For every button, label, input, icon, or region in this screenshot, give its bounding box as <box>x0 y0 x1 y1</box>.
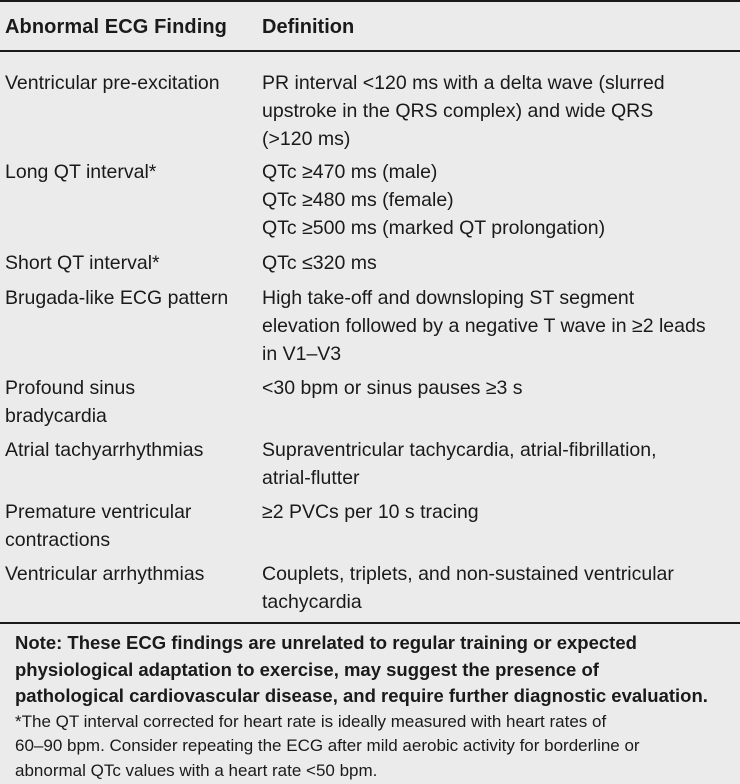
finding-text: contractions <box>5 529 111 551</box>
definition-cell <box>262 158 732 242</box>
finding-cell <box>5 498 250 554</box>
finding-text: Brugada-like ECG pattern <box>5 287 229 309</box>
finding-cell <box>5 284 250 312</box>
definition-text: (>120 ms) <box>262 128 351 150</box>
finding-cell <box>5 436 250 464</box>
header-finding: Abnormal ECG Finding <box>5 16 227 38</box>
footnote-line: *The QT interval corrected for heart rate is ideally measured with heart rates of <box>15 711 607 731</box>
definition-cell <box>262 498 732 526</box>
definition-cell <box>262 284 732 368</box>
finding-cell <box>5 249 250 277</box>
definition-cell <box>262 436 732 492</box>
definition-text: QTc ≥500 ms (marked QT prolongation) <box>262 217 606 239</box>
finding-text: Ventricular arrhythmias <box>5 563 205 585</box>
definition-text: QTc ≥470 ms (male) <box>262 161 438 183</box>
definition-text: ≥2 PVCs per 10 s tracing <box>262 501 479 523</box>
qt-footnote <box>15 710 735 784</box>
table-bottom-rule <box>0 622 740 624</box>
finding-cell <box>5 374 250 430</box>
finding-cell <box>5 69 250 97</box>
finding-text: bradycardia <box>5 405 107 427</box>
definition-cell <box>262 560 732 616</box>
table-footnotes <box>15 630 735 783</box>
finding-text: Short QT interval* <box>5 252 160 274</box>
note-line: Note: These ECG findings are unrelated to regular training or expected <box>15 632 637 653</box>
definition-text: upstroke in the QRS complex) and wide QRS <box>262 100 654 122</box>
finding-text: Atrial tachyarrhythmias <box>5 439 204 461</box>
definition-text: atrial-flutter <box>262 467 360 489</box>
note-paragraph <box>15 630 735 710</box>
definition-text: in V1–V3 <box>262 343 342 365</box>
definition-text: QTc ≥480 ms (female) <box>262 189 454 211</box>
finding-cell <box>5 158 250 186</box>
header-definition: Definition <box>262 16 355 38</box>
definition-text: Supraventricular tachycardia, atrial-fibrillation, <box>262 439 657 461</box>
finding-cell <box>5 560 250 588</box>
definition-text: tachycardia <box>262 591 362 613</box>
finding-text: Ventricular pre-excitation <box>5 72 220 94</box>
definition-text: Couplets, triplets, and non-sustained ventricular <box>262 563 674 585</box>
definition-text: <30 bpm or sinus pauses ≥3 s <box>262 377 523 399</box>
table-header <box>0 0 740 52</box>
finding-text: Profound sinus <box>5 377 136 399</box>
footnote-line: 60–90 bpm. Consider repeating the ECG after mild aerobic activity for borderline or <box>15 736 640 755</box>
definition-cell <box>262 69 732 153</box>
definition-text: High take-off and downsloping ST segment <box>262 287 635 309</box>
definition-text: elevation followed by a negative T wave in ≥2 leads <box>262 315 706 337</box>
note-line: pathological cardiovascular disease, and require further diagnostic evaluation. <box>15 685 708 706</box>
note-line: physiological adaptation to exercise, may suggest the presence of <box>15 658 599 680</box>
footnote-line: abnormal QTc values with a heart rate <50 bpm. <box>15 760 378 780</box>
definition-cell <box>262 249 732 277</box>
finding-text: Long QT interval* <box>5 161 157 183</box>
definition-cell <box>262 374 732 402</box>
definition-text: PR interval <120 ms with a delta wave (slurred <box>262 72 665 94</box>
finding-text: Premature ventricular <box>5 501 192 523</box>
definition-text: QTc ≤320 ms <box>262 252 377 274</box>
